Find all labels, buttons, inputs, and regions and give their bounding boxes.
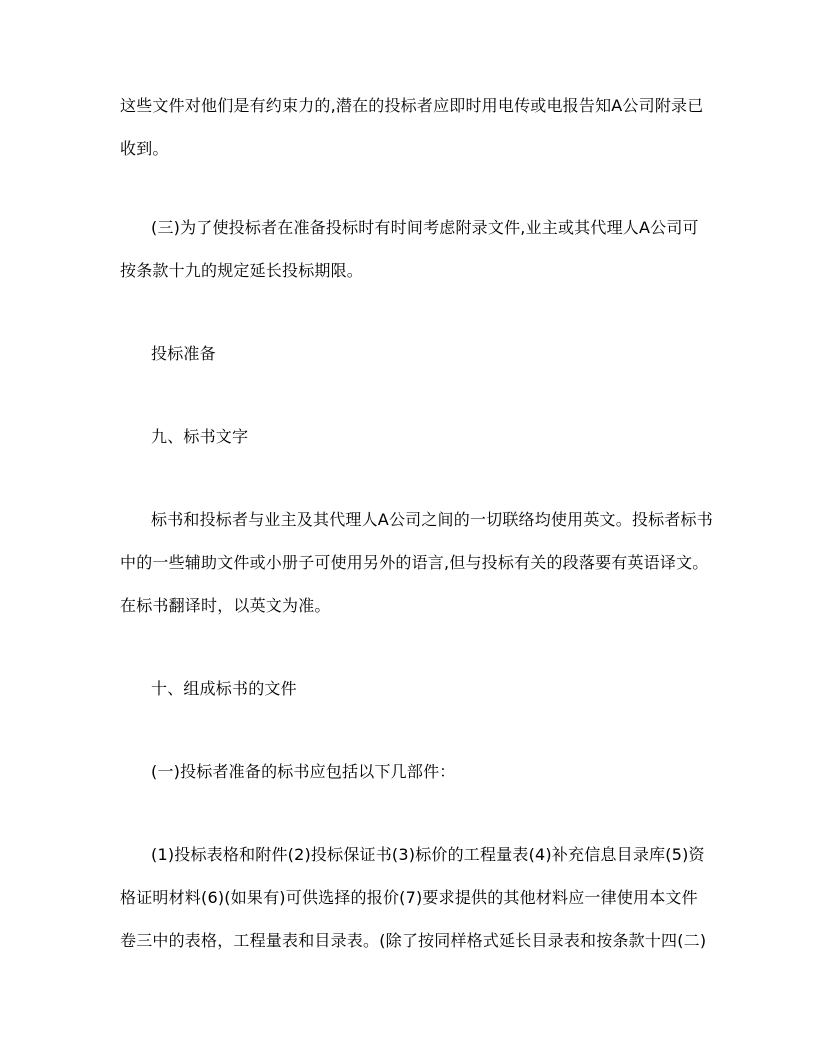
paragraph-line: 格证明材料(6)(如果有)可供选择的报价(7)要求提供的其他材料应一律使用本文件: [120, 888, 698, 907]
paragraph-line: 这些文件对他们是有约束力的,潜在的投标者应即时用电传或电报告知A公司附录已: [120, 96, 704, 115]
paragraph-line: 收到。: [120, 139, 169, 158]
paragraph-line: 标书和投标者与业主及其代理人A公司之间的一切联络均使用英文。投标者标书: [151, 510, 713, 529]
paragraph-line: 按条款十九的规定延长投标期限。: [120, 261, 364, 280]
paragraph-line: 中的一些辅助文件或小册子可使用另外的语言,但与投标有关的段落要有英语译文。: [120, 553, 709, 572]
section-heading: 九、标书文字: [151, 427, 249, 446]
paragraph-line: (一)投标者准备的标书应包括以下几部件：: [151, 762, 456, 781]
paragraph-line: 卷三中的表格，工程量表和目录表。(除了按同样格式延长目录表和按条款十四(二): [120, 931, 707, 950]
section-heading: 十、组成标书的文件: [151, 679, 297, 698]
paragraph-line: (1)投标表格和附件(2)投标保证书(3)标价的工程量表(4)补充信息目录库(5)资: [151, 845, 705, 864]
section-heading: 投标准备: [151, 344, 216, 363]
paragraph-line: (三)为了使投标者在准备投标时有时间考虑附录文件,业主或其代理人A公司可: [151, 218, 699, 237]
paragraph-line: 在标书翻译时，以英文为准。: [120, 596, 331, 615]
